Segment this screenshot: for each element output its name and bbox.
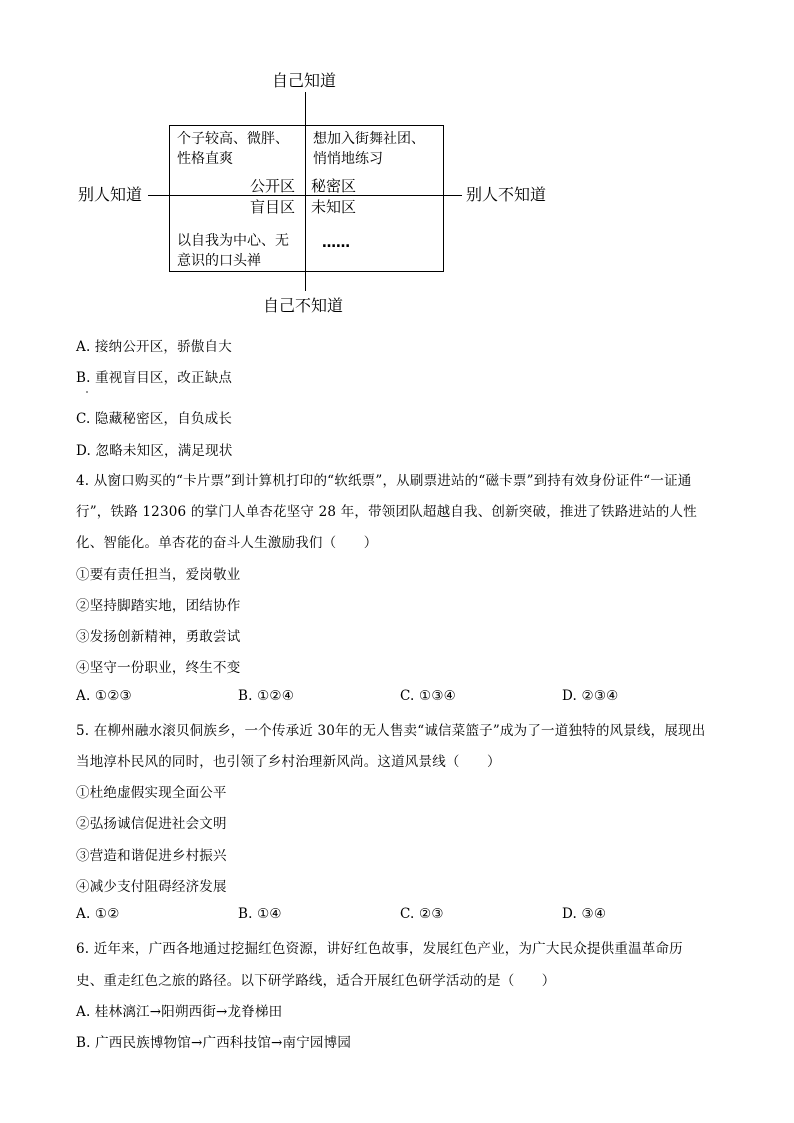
- public-area-label: 公开区: [250, 177, 296, 195]
- q3-option-d: D. 忽略未知区，满足现状: [76, 443, 233, 459]
- quadrant-secret-description: [313, 129, 425, 169]
- q6-stem-line-1: 6. 近年来，广西各地通过挖掘红色资源，讲好红色故事，发展红色产业，为广大民众提供重温革命历: [76, 941, 683, 957]
- secret-area-label: 秘密区: [311, 177, 357, 195]
- q5-option-b: B. ①④: [238, 906, 282, 922]
- diagram-right-label: 别人不知道: [466, 185, 547, 204]
- unknown-area-label: 未知区: [311, 198, 357, 216]
- q4-stem-line-1: 4. 从窗口购买的“卡片票”到计算机打印的“软纸票”，从刷票进站的“磁卡票”到持有效身份证件“一证通: [76, 473, 692, 489]
- q4-option-c: C. ①③④: [400, 688, 456, 704]
- diagram-top-label: 自己知道: [272, 71, 337, 90]
- q5-stem-line-2: 当地淳朴民风的同时，也引领了乡村治理新风尚。这道风景线（ ）: [76, 754, 501, 770]
- q3-option-b: B. 重视盲目区，改正缺点: [76, 370, 233, 386]
- q5-option-a: A. ①②: [76, 906, 120, 922]
- q5-stem-line-1: 5. 在柳州融水滚贝侗族乡，一个传承近 30年的无人售卖“诚信菜篮子”成为了一道独特的风景线，展现出: [76, 723, 706, 739]
- quadrant-blind-line-1: 以自我为中心、无: [177, 233, 289, 249]
- quadrant-unknown-description: ……: [322, 235, 350, 251]
- q4-option-b: B. ①②④: [238, 688, 295, 704]
- q5-item-3: ③营造和谐促进乡村振兴: [76, 848, 227, 864]
- stray-dot: [86, 391, 88, 393]
- q5-option-d: D. ③④: [562, 906, 607, 922]
- q4-item-2: ②坚持脚踏实地，团结协作: [76, 598, 241, 614]
- blind-area-label: 盲目区: [250, 198, 296, 216]
- q4-stem-line-2: 行”，铁路 12306 的掌门人单杏花坚守 28 年，带领团队超越自我、创新突破，推进了铁路进站的人性: [76, 504, 697, 520]
- q4-option-d: D. ②③④: [562, 688, 619, 704]
- diagram-bottom-label: 自己不知道: [263, 296, 344, 315]
- q5-item-1: ①杜绝虚假实现全面公平: [76, 785, 227, 801]
- q4-item-1: ①要有责任担当，爱岗敬业: [76, 567, 241, 583]
- q5-item-2: ②弘扬诚信促进社会文明: [76, 816, 227, 832]
- diagram-left-label: 别人知道: [78, 185, 143, 204]
- quadrant-blind-description: [177, 231, 289, 271]
- q3-option-c: C. 隐藏秘密区，自负成长: [76, 411, 233, 427]
- quadrant-public-line-2: 性格直爽: [177, 151, 233, 167]
- quadrant-secret-line-2: 悄悄地练习: [313, 151, 383, 167]
- quadrant-blind-line-2: 意识的口头禅: [177, 253, 261, 269]
- quadrant-public-line-1: 个子较高、微胖、: [177, 131, 289, 147]
- quadrant-public-description: [177, 129, 289, 169]
- q3-option-a: A. 接纳公开区，骄傲自大: [76, 339, 232, 355]
- q4-item-4: ④坚守一份职业，终生不变: [76, 660, 241, 676]
- q6-stem-line-2: 史、重走红色之旅的路径。以下研学路线，适合开展红色研学活动的是（ ）: [76, 973, 556, 989]
- diagram-vertical-axis: [305, 92, 306, 291]
- q6-option-a: A. 桂林漓江→阳朔西街→龙脊梯田: [76, 1004, 283, 1020]
- q6-option-b: B. 广西民族博物馆→广西科技馆→南宁园博园: [76, 1035, 352, 1051]
- q5-item-4: ④减少支付阻碍经济发展: [76, 879, 227, 895]
- q4-item-3: ③发扬创新精神，勇敢尝试: [76, 629, 241, 645]
- q5-option-c: C. ②③: [400, 906, 444, 922]
- quadrant-secret-line-1: 想加入街舞社团、: [313, 131, 425, 147]
- q4-stem-line-3: 化、智能化。单杏花的奋斗人生激励我们（ ）: [76, 535, 378, 551]
- q4-option-a: A. ①②③: [76, 688, 132, 704]
